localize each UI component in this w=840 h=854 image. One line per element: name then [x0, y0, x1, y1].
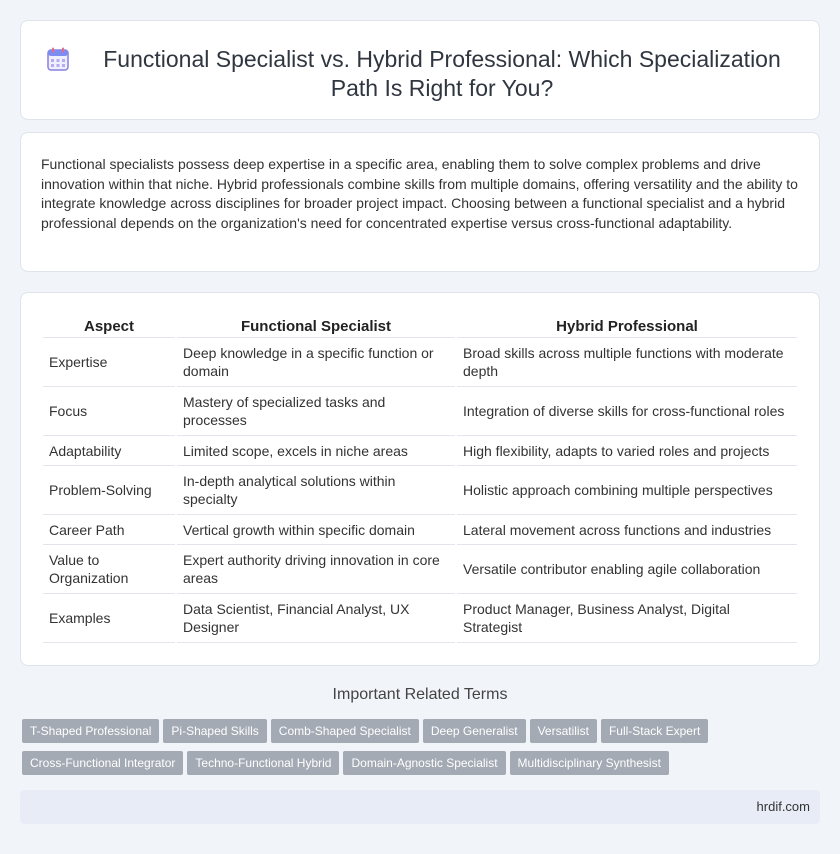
hybrid-cell: Lateral movement across functions and industries: [457, 515, 797, 545]
header-aspect: Aspect: [43, 315, 175, 338]
specialist-cell: Deep knowledge in a specific function or domain: [177, 338, 455, 387]
table-header-row: [43, 315, 797, 338]
table-row: [43, 594, 797, 643]
page-title: Functional Specialist vs. Hybrid Professional: Which Specialization Path Is Right for You?: [103, 46, 781, 101]
aspect-cell: Examples: [43, 594, 175, 643]
related-term-tag[interactable]: Multidisciplinary Synthesist: [510, 751, 669, 775]
aspect-cell: Focus: [43, 387, 175, 436]
related-term-tag[interactable]: Deep Generalist: [423, 719, 526, 743]
aspect-cell: Problem-Solving: [43, 466, 175, 515]
header-hybrid-professional: Hybrid Professional: [457, 315, 797, 338]
aspect-cell: Value to Organization: [43, 545, 175, 594]
table-row: [43, 515, 797, 545]
related-term-tag[interactable]: Pi-Shaped Skills: [163, 719, 266, 743]
summary-text: Functional specialists possess deep expertise in a specific area, enabling them to solve complex problems and drive innovation within that niche. Hybrid professionals combine skills from multiple domains, offering versatility and the ability to integrate knowledge across disciplines for broader project impact. Choosing between a functional specialist and a hybrid professional depends on the organization's need for concentrated expertise versus cross-functional adaptability.: [41, 156, 798, 231]
related-term-tag[interactable]: Comb-Shaped Specialist: [271, 719, 419, 743]
footer: [20, 790, 820, 824]
specialist-cell: Limited scope, excels in niche areas: [177, 436, 455, 466]
specialist-cell: Data Scientist, Financial Analyst, UX Designer: [177, 594, 455, 643]
aspect-cell: Expertise: [43, 338, 175, 387]
related-term-tag[interactable]: T-Shaped Professional: [22, 719, 159, 743]
hybrid-cell: Product Manager, Business Analyst, Digital Strategist: [457, 594, 797, 643]
related-terms-row-2: [22, 751, 822, 775]
related-term-tag[interactable]: Domain-Agnostic Specialist: [343, 751, 505, 775]
related-term-tag[interactable]: Cross-Functional Integrator: [22, 751, 183, 775]
hybrid-cell: Integration of diverse skills for cross-functional roles: [457, 387, 797, 436]
footer-site-link[interactable]: hrdif.com: [756, 799, 810, 814]
comparison-card: [20, 292, 820, 666]
table-row: [43, 545, 797, 594]
comparison-table: [41, 315, 799, 643]
related-term-tag[interactable]: Versatilist: [530, 719, 597, 743]
specialist-cell: Mastery of specialized tasks and processes: [177, 387, 455, 436]
summary-card: [20, 132, 820, 272]
related-terms-title: Important Related Terms: [332, 686, 508, 703]
table-row: [43, 338, 797, 387]
table-row: [43, 387, 797, 436]
table-row: [43, 466, 797, 515]
hybrid-cell: Broad skills across multiple functions with moderate depth: [457, 338, 797, 387]
hybrid-cell: High flexibility, adapts to varied roles and projects: [457, 436, 797, 466]
header-card: [20, 20, 820, 120]
hybrid-cell: Holistic approach combining multiple perspectives: [457, 466, 797, 515]
related-term-tag[interactable]: Full-Stack Expert: [601, 719, 708, 743]
related-term-tag[interactable]: Techno-Functional Hybrid: [187, 751, 339, 775]
specialist-cell: Expert authority driving innovation in core areas: [177, 545, 455, 594]
related-terms-row-1: [22, 719, 822, 743]
header-functional-specialist: Functional Specialist: [177, 315, 455, 338]
table-row: [43, 436, 797, 466]
calendar-icon: [47, 47, 69, 71]
aspect-cell: Adaptability: [43, 436, 175, 466]
specialist-cell: Vertical growth within specific domain: [177, 515, 455, 545]
specialist-cell: In-depth analytical solutions within specialty: [177, 466, 455, 515]
hybrid-cell: Versatile contributor enabling agile collaboration: [457, 545, 797, 594]
aspect-cell: Career Path: [43, 515, 175, 545]
